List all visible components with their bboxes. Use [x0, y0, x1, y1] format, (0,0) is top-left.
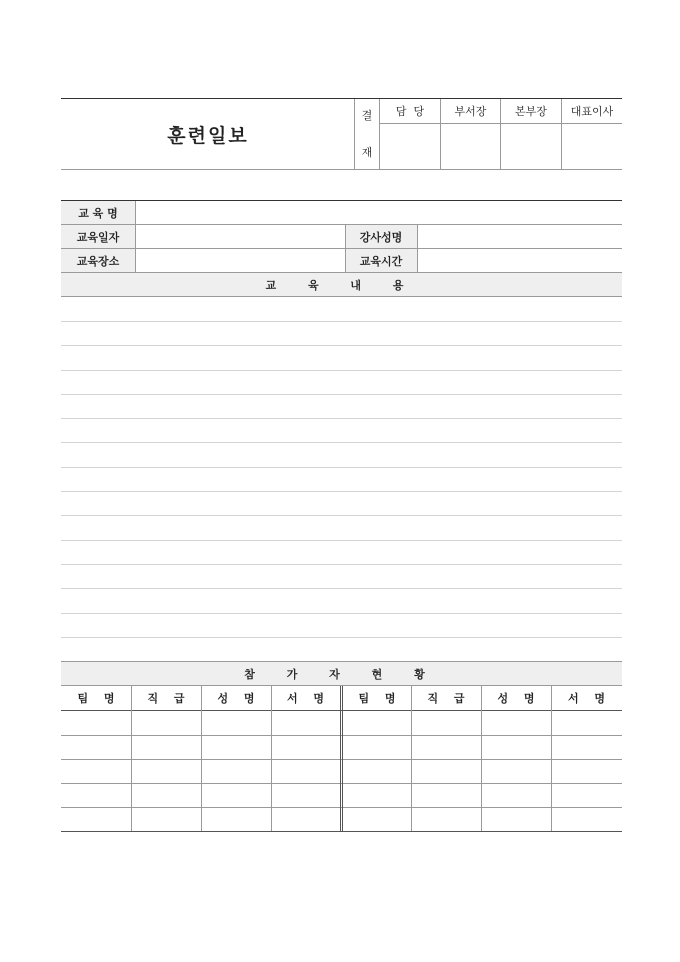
- content-header: 교 육 내 용: [265, 278, 418, 292]
- participants-header: 참 가 자 현 황: [244, 667, 439, 681]
- col-sign-right: 서 명: [567, 692, 606, 705]
- content-line: [61, 394, 622, 395]
- signature-box-dept-head[interactable]: [441, 124, 500, 169]
- place-field[interactable]: [136, 249, 345, 272]
- col-name-left: 성 명: [217, 692, 255, 705]
- content-line: [61, 491, 622, 492]
- instructor-label: 강사성명: [359, 230, 403, 244]
- course-name-label: 교 육 명: [78, 206, 118, 220]
- place-label: 교육장소: [76, 254, 120, 268]
- signature-box-division-head[interactable]: [501, 124, 561, 169]
- date-field[interactable]: [136, 225, 345, 248]
- content-line: [61, 564, 622, 565]
- approval-label-top: 결: [361, 109, 373, 122]
- content-line: [61, 467, 622, 468]
- date-label: 교육일자: [76, 230, 120, 244]
- signature-box-ceo[interactable]: [562, 124, 622, 169]
- content-line: [61, 370, 622, 371]
- approval-col-division-head: 본부장: [515, 105, 547, 118]
- approval-col-ceo: 대표이사: [570, 105, 614, 118]
- content-line: [61, 345, 622, 346]
- participants-bottom-line: [61, 831, 622, 832]
- time-field[interactable]: [418, 249, 622, 272]
- content-line: [61, 637, 622, 638]
- approval-label-bottom: 재: [361, 146, 373, 159]
- approval-col-staff: 담 당: [395, 105, 425, 118]
- col-team-left: 팀 명: [77, 692, 115, 705]
- page-title: 훈련일보: [167, 124, 249, 147]
- title-bottom-border: [61, 169, 622, 170]
- col-name-right: 성 명: [497, 692, 535, 705]
- course-name-field[interactable]: [136, 201, 622, 224]
- content-line: [61, 613, 622, 614]
- participants-entry-area[interactable]: [61, 711, 622, 831]
- col-sign-left: 서 명: [286, 692, 325, 705]
- instructor-field[interactable]: [418, 225, 622, 248]
- col-rank-right: 직 급: [427, 692, 465, 705]
- content-area[interactable]: [61, 297, 622, 639]
- content-line: [61, 540, 622, 541]
- content-line: [61, 418, 622, 419]
- signature-box-staff[interactable]: [380, 124, 440, 169]
- content-line: [61, 442, 622, 443]
- approval-col-dept-head: 부서장: [454, 105, 487, 118]
- col-rank-left: 직 급: [147, 692, 185, 705]
- content-line: [61, 588, 622, 589]
- content-line: [61, 321, 622, 322]
- time-label: 교육시간: [359, 254, 403, 268]
- col-team-right: 팀 명: [358, 692, 396, 705]
- content-line: [61, 515, 622, 516]
